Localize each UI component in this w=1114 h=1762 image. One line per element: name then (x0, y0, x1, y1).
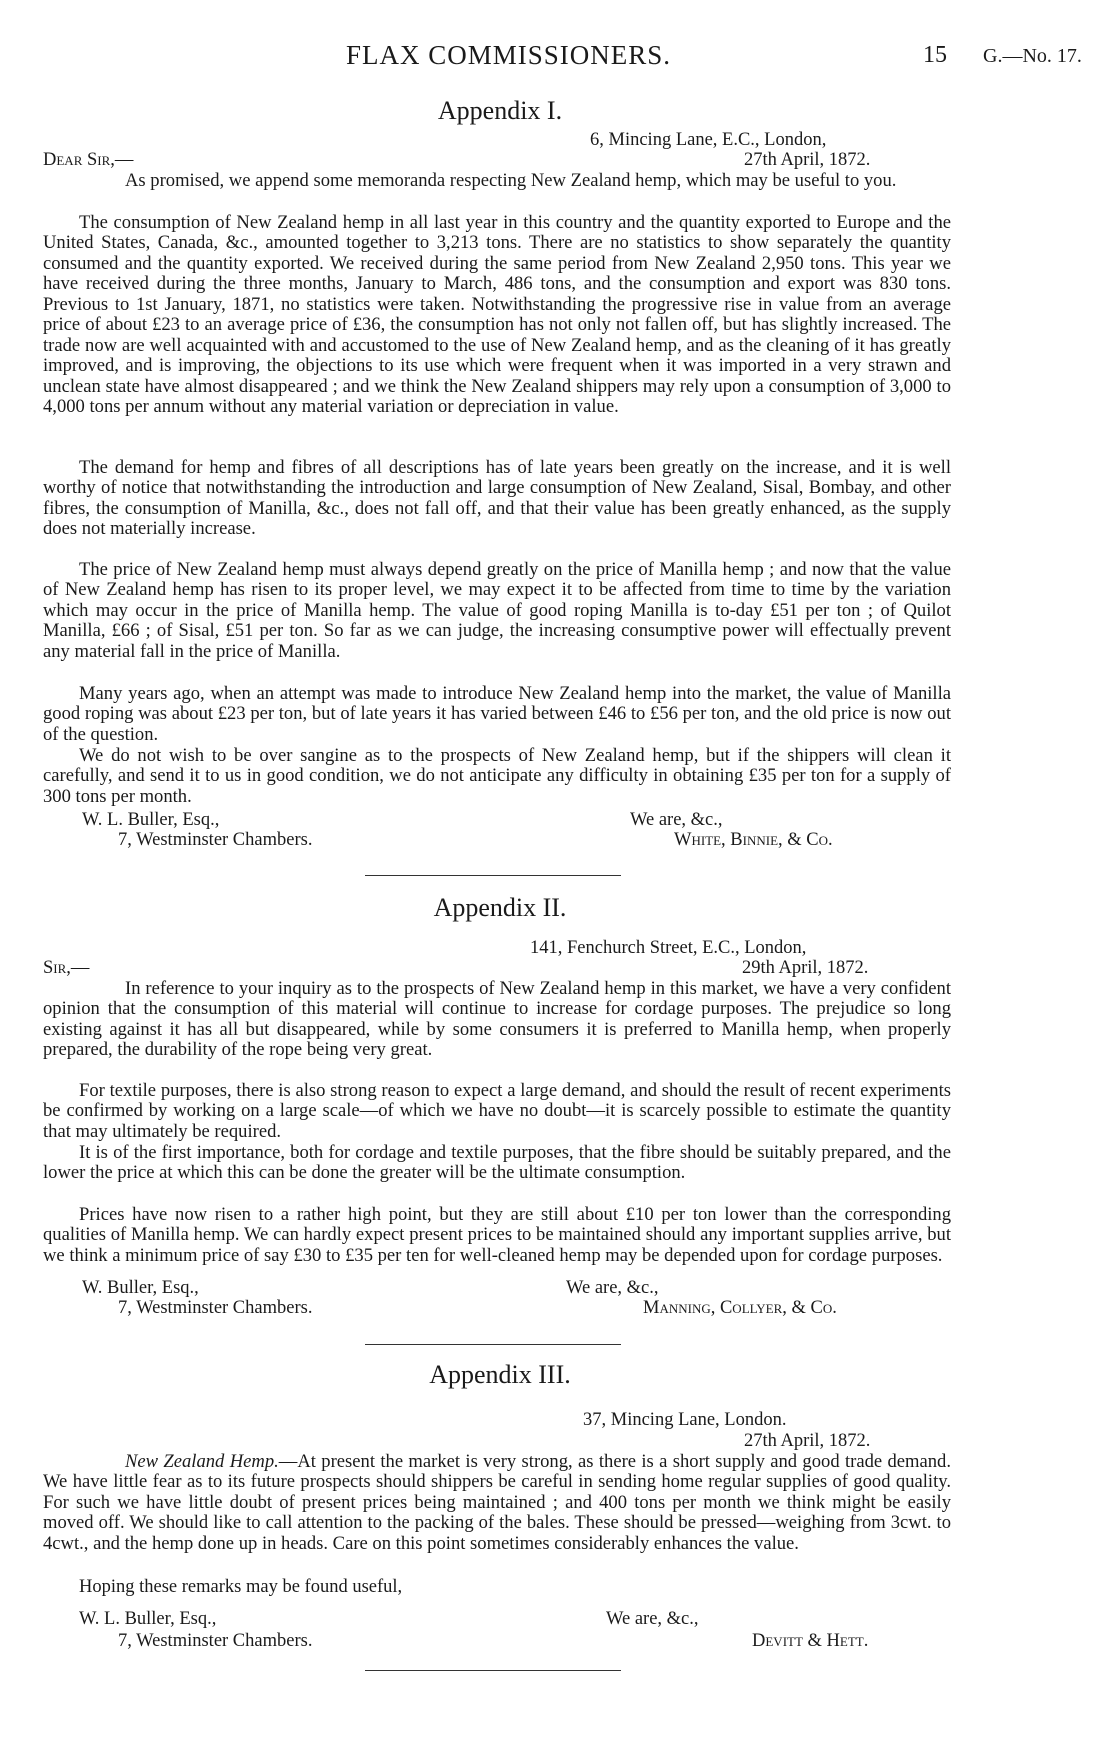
letter-paragraph: It is of the first importance, both for cordage and textile purposes, that the fibre should be suitably prepared, and the lower the price at which this can be done the greater will be the ultimate consumption. (43, 1141, 951, 1184)
appendix-heading: Appendix II. (433, 893, 567, 922)
signature: White, Binnie, & Co. (674, 830, 833, 850)
lead-in: New Zealand Hemp. (125, 1450, 279, 1472)
salutation: Dear Sir,— (43, 150, 134, 170)
paragraph-text: —At present the market is very strong, as there is a short supply and good trade demand. We have little fear as to its future prospects should shippers be careful in sending home regular supplies of good quality. For such we have little doubt of present prices being maintained ; and 400 tons per month we think might be easily moved off. We should like to call attention to the packing of the bales. These should be pressed—weighing from 3cwt. to 4cwt., and the hemp done up in heads. Care on this point sometimes considerably enhances the value. (43, 1450, 951, 1554)
letter-paragraph: Prices have now risen to a rather high point, but they are still about £10 per ton lower than the corresponding qualities of Manilla hemp. We can hardly expect present prices to be maintained should any important supplies arrive, but we think a minimum price of say £30 to £35 per ten for well-cleaned hemp may be depended upon for cordage purposes. (43, 1203, 951, 1266)
sender-address: 141, Fenchurch Street, E.C., London, (530, 938, 807, 958)
letter-date: 29th April, 1872. (742, 958, 869, 978)
letter-paragraph: For textile purposes, there is also strong reason to expect a large demand, and should the result of recent experiments be confirmed by working on a large scale—of which we have no doubt—it is scarcely possible to estimate the quantity that may ultimately be required. (43, 1079, 951, 1142)
appendix-heading: Appendix I. (437, 96, 563, 125)
signature: Manning, Collyer, & Co. (643, 1298, 837, 1318)
salutation: Sir,— (43, 958, 90, 978)
letter-paragraph: The demand for hemp and fibres of all descriptions has of late years been greatly on the increase, and it is well worthy of notice that notwithstanding the introduction and large consumption of New Zealand, Sisal, Bombay, and other fibres, the consumption of Manilla, &c., does not fall off, and that their value has been greatly enhanced, as the supply does not materially increase. (43, 456, 951, 540)
section-divider (365, 875, 621, 876)
section-divider (365, 1670, 621, 1671)
letter-paragraph: As promised, we append some memoranda respecting New Zealand hemp, which may be useful to you. (125, 169, 897, 191)
addressee-name: W. L. Buller, Esq., (82, 810, 220, 830)
letter-paragraph: We do not wish to be over sangine as to the prospects of New Zealand hemp, but if the shippers will clean it carefully, and send it to us in good condition, we do not anticipate any difficulty in obtaining £35 per ton for a supply of 300 tons per month. (43, 744, 951, 807)
section-divider (365, 1344, 621, 1345)
letter-paragraph (43, 1452, 951, 1555)
addressee-address: 7, Westminster Chambers. (118, 1298, 313, 1318)
page-number: 15 (923, 42, 947, 68)
appendix-heading: Appendix III. (429, 1360, 571, 1389)
letter-date: 27th April, 1872. (744, 150, 871, 170)
signature: Devitt & Hett. (752, 1631, 869, 1651)
closing: We are, &c., (630, 810, 723, 830)
letter-paragraph: In reference to your inquiry as to the prospects of New Zealand hemp in this market, we have a very confident opinion that the consumption of this material will continue to increase for cordage purposes. The prejudice so long existing against it has all but disappeared, while by some consumers it is preferred to Manilla hemp, when properly prepared, the durability of the rope being very great. (43, 977, 951, 1061)
addressee-name: W. Buller, Esq., (82, 1278, 199, 1298)
running-title: FLAX COMMISSIONERS. (346, 40, 672, 70)
closing-sentiment: Hoping these remarks may be found useful, (79, 1577, 403, 1597)
document-reference: G.—No. 17. (983, 45, 1082, 67)
addressee-address: 7, Westminster Chambers. (118, 830, 313, 850)
letter-paragraph: The price of New Zealand hemp must always depend greatly on the price of Manilla hemp ; and now that the value of New Zealand hemp has risen to its proper level, we may expect it to be affected from time to time by the variation which may occur in the price of Manilla hemp. The value of good roping Manilla is to-day £51 per ton ; of Quilot Manilla, £66 ; of Sisal, £51 per ton. So far as we can judge, the increasing consumptive power will effectually prevent any material fall in the price of Manilla. (43, 558, 951, 662)
addressee-address: 7, Westminster Chambers. (118, 1631, 313, 1651)
letter-paragraph: Many years ago, when an attempt was made to introduce New Zealand hemp into the market, the value of Manilla good roping was about £23 per ton, but of late years it has varied between £46 to £56 per ton, and the old price is now out of the question. (43, 682, 951, 745)
closing: We are, &c., (566, 1278, 659, 1298)
letter-date: 27th April, 1872. (744, 1431, 871, 1451)
sender-address: 37, Mincing Lane, London. (583, 1410, 787, 1430)
sender-address: 6, Mincing Lane, E.C., London, (590, 130, 827, 150)
addressee-name: W. L. Buller, Esq., (79, 1609, 217, 1629)
closing: We are, &c., (606, 1609, 699, 1629)
letter-paragraph: The consumption of New Zealand hemp in all last year in this country and the quantity exported to Europe and the United States, Canada, &c., amounted together to 3,213 tons. There are no statistics to show separately the quantity consumed and the quantity exported. We received during the same period from New Zealand 2,950 tons. This year we have received during the three months, January to March, 486 tons, and the consumption and export was 830 tons. Previous to 1st January, 1871, no statistics were taken. Notwithstanding the progressive rise in value from an average price of about £23 to an average price of £36, the consumption has not only not fallen off, but has slightly increased. The trade now are well acquainted with and accustomed to the use of New Zealand hemp, and as the cleaning of it has greatly improved, and is improving, the objections to its use which were frequent when it was imported in a very strawn and unclean state have almost disappeared ; and we think the New Zealand shippers may rely upon a consumption of 3,000 to 4,000 tons per annum without any material variation or depreciation in value. (43, 211, 951, 418)
